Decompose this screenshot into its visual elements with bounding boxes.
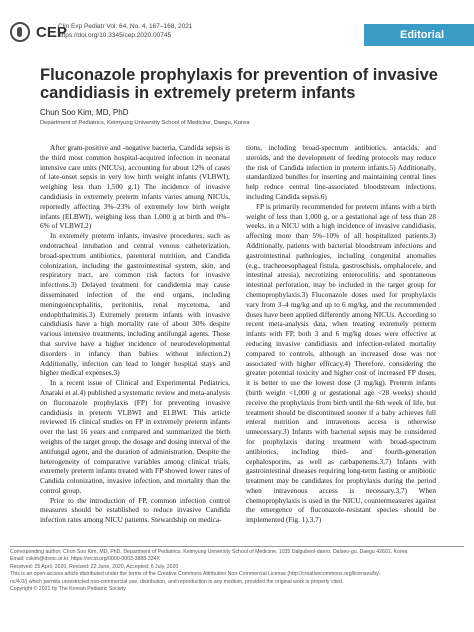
- article-affiliation: Department of Pediatrics, Keimyung University School of Medicine, Daegu, Korea: [40, 120, 250, 126]
- section-tag: Editorial: [364, 24, 474, 46]
- license-line: nc/4.0/) which permits unrestricted non-commercial use, distribution, and reproduction in any medium, provided the original work is properly cited.: [10, 578, 344, 585]
- paragraph: tions, including broad-spectrum antibiotics, antacids, and steroids, and the development of feeding protocols may reduce the risk of Candida infection in preterm infants.5) Additionally, standardized bundles for inserting and maintaining central lines help reduce central line-associated bloodstream infections, including Candida sepsis.6): [246, 143, 436, 201]
- correspondence-line: Corresponding author: Chun Soo Kim, MD, PhD. Department of Pediatrics, Keimyung University School of Medicine, 1035 Dalgubeol-daero, Dalseo-gu, Daegu 42601, Korea: [10, 549, 408, 555]
- email-line[interactable]: Email: cskim@dsmc.or.kr, https://orcid.org/0000-0003-3888-334X: [10, 556, 161, 563]
- journal-logo-icon: [10, 22, 30, 42]
- journal-logo-text: CEP: [36, 23, 67, 41]
- paragraph: After gram-positive and -negative bacteria, Candida sepsis is the third most common hospital-acquired infection in neonatal intensive care units (NICUs), accounting for about 12% of cases of late-onset sepsis in very low birth weight infants (VLBWI), weighing less than 1,500 g.1) The incidence of invasive candidiasis in extremely preterm infants varies among NICUs, reportedly affecting 3%–23% of extremely low birth weight infants (ELBWI), weighing less than 1,000 g at birth and 0%–6% of VLBWI.2): [40, 143, 230, 231]
- paragraph: Prior to the introduction of FP, common infection control measures should be established to reduce invasive Candida infection rates among NICU patients. Stewardship on medica-: [40, 495, 230, 525]
- left-column: [40, 143, 230, 525]
- right-column: [246, 143, 436, 525]
- copyright-line: Copyright © 2021 by The Korean Pediatric Society: [10, 586, 126, 593]
- footer-divider: [10, 546, 464, 547]
- paragraph: In extremely preterm infants, invasive procedures, such as endotracheal intubation and central venous catheterization, broad-spectrum antibiotics, parenteral nutrition, and Candida colonization, including the gastrointestinal system, skin, and respiratory tract, are common risk factors for invasive infections.3) Delayed treatment for candidemia may cause disseminated infection of the end organs, including meningoencephalitis, peritonitis, renal mycetoma, and endophthalmitis.3) Extremely preterm infants with invasive candidiasis have a high mortality rate of about 30% despite various intensive treatments, including antifungal agents. Those that survive have a higher incidence of neurodevelopmental disorders in infancy than babies without infection.2) Additionally, infection can lead to longer hospital stays and higher medical expenses.3): [40, 231, 230, 378]
- license-line[interactable]: This is an open-access article distributed under the terms of the Creative Commons Attribution Non-Commercial License (http://creativecommons.org/licenses/by-: [10, 571, 381, 578]
- paragraph: In a recent issue of Clinical and Experimental Pediatrics, Anaraki et al.4) published a systematic review and meta-analysis on fluconazole prophylaxis (FP) for preventing invasive candidiasis in preterm VLBWI and ELBWI. This article reviewed 16 clinical studies on FP in extremely preterm infants over the last 16 years and compared and summarized the birth weights of the target group, the dosage and dosing interval of the antifungal agent, and the duration of administration. Despite the heterogeneity of comparative variables among clinical trials, extremely preterm infants treated with FP showed lower rates of Candida colonization, invasive infection, and mortality than the control group.: [40, 378, 230, 495]
- dates-line: Received: 25 April, 2020, Revised: 22 June, 2020, Accepted: 6 July, 2020: [10, 563, 179, 570]
- doi-link[interactable]: https://doi.org/10.3345/cep.2020.00745: [58, 32, 172, 39]
- journal-volume-line: Clin Exp Pediatr Vol. 64, No. 4, 167–168, 2021: [58, 23, 193, 30]
- article-title: Fluconazole prophylaxis for prevention of invasive candidiasis in extremely preterm infants: [40, 66, 438, 102]
- journal-citation: [58, 22, 192, 40]
- paragraph: FP is primarily recommended for preterm infants with a birth weight of less than 1,000 g, or a gestational age of less than 28 weeks, in a NICU with a high incidence of invasive candidiasis, affecting more than 5%–10% of all hospitalized patients.3) Additionally, patients with bacterial bloodstream infections and gastrointestinal pathologies, including congenital anomalies (e.g., tracheoesophageal fistula, gastroschisis, omphalocele, and intestinal atresia), necrotizing enterocolitis, and spontaneous intestinal perforation, may be included in the target group for chemoprophylaxis.3) Fluconazole doses used for prophylaxis vary from 3–4 mg/kg and up to 6 mg/kg, and the recommended doses have been applied differently among NICUs. According to recent meta-analysis data, when treating extremely preterm infants with FP, both 3 and 6 mg/kg doses were effective at reducing invasive candidiasis and infection-related mortality compared to controls, although an increased dose was not associated with higher efficacy.4) Therefore, considering the greater potential toxicity and higher cost of increased FP doses, it is better to use the lowest dose (3 mg/kg). Preterm infants (birth weight <1,000 g or gestational age <28 weeks) should receive the prophylaxis from birth until the 6th week of life, but treatment should be discontinued sooner if a baby achieves full enteral nutrition and intravenous access is otherwise unnecessary.3) Infants with bacterial sepsis may be considered for prophylaxis during treatment with broad-spectrum antibiotics, including third- and fourth-generation cephalosporins, as well as carbapenems.3,7) Infants with gastrointestinal diseases requiring long-term fasting or antibiotic treatment may be candidates for prophylaxis during the period when intravenous access is necessary.3,7) When chemoprophylaxis is used in the NICU, countermeasures against the emergence of fluconazole-resistant species should be implemented (Fig. 1).3,7): [246, 201, 436, 525]
- page-header: [0, 0, 474, 44]
- page-footer: [10, 549, 464, 593]
- article-author: Chun Soo Kim, MD, PhD: [40, 108, 129, 117]
